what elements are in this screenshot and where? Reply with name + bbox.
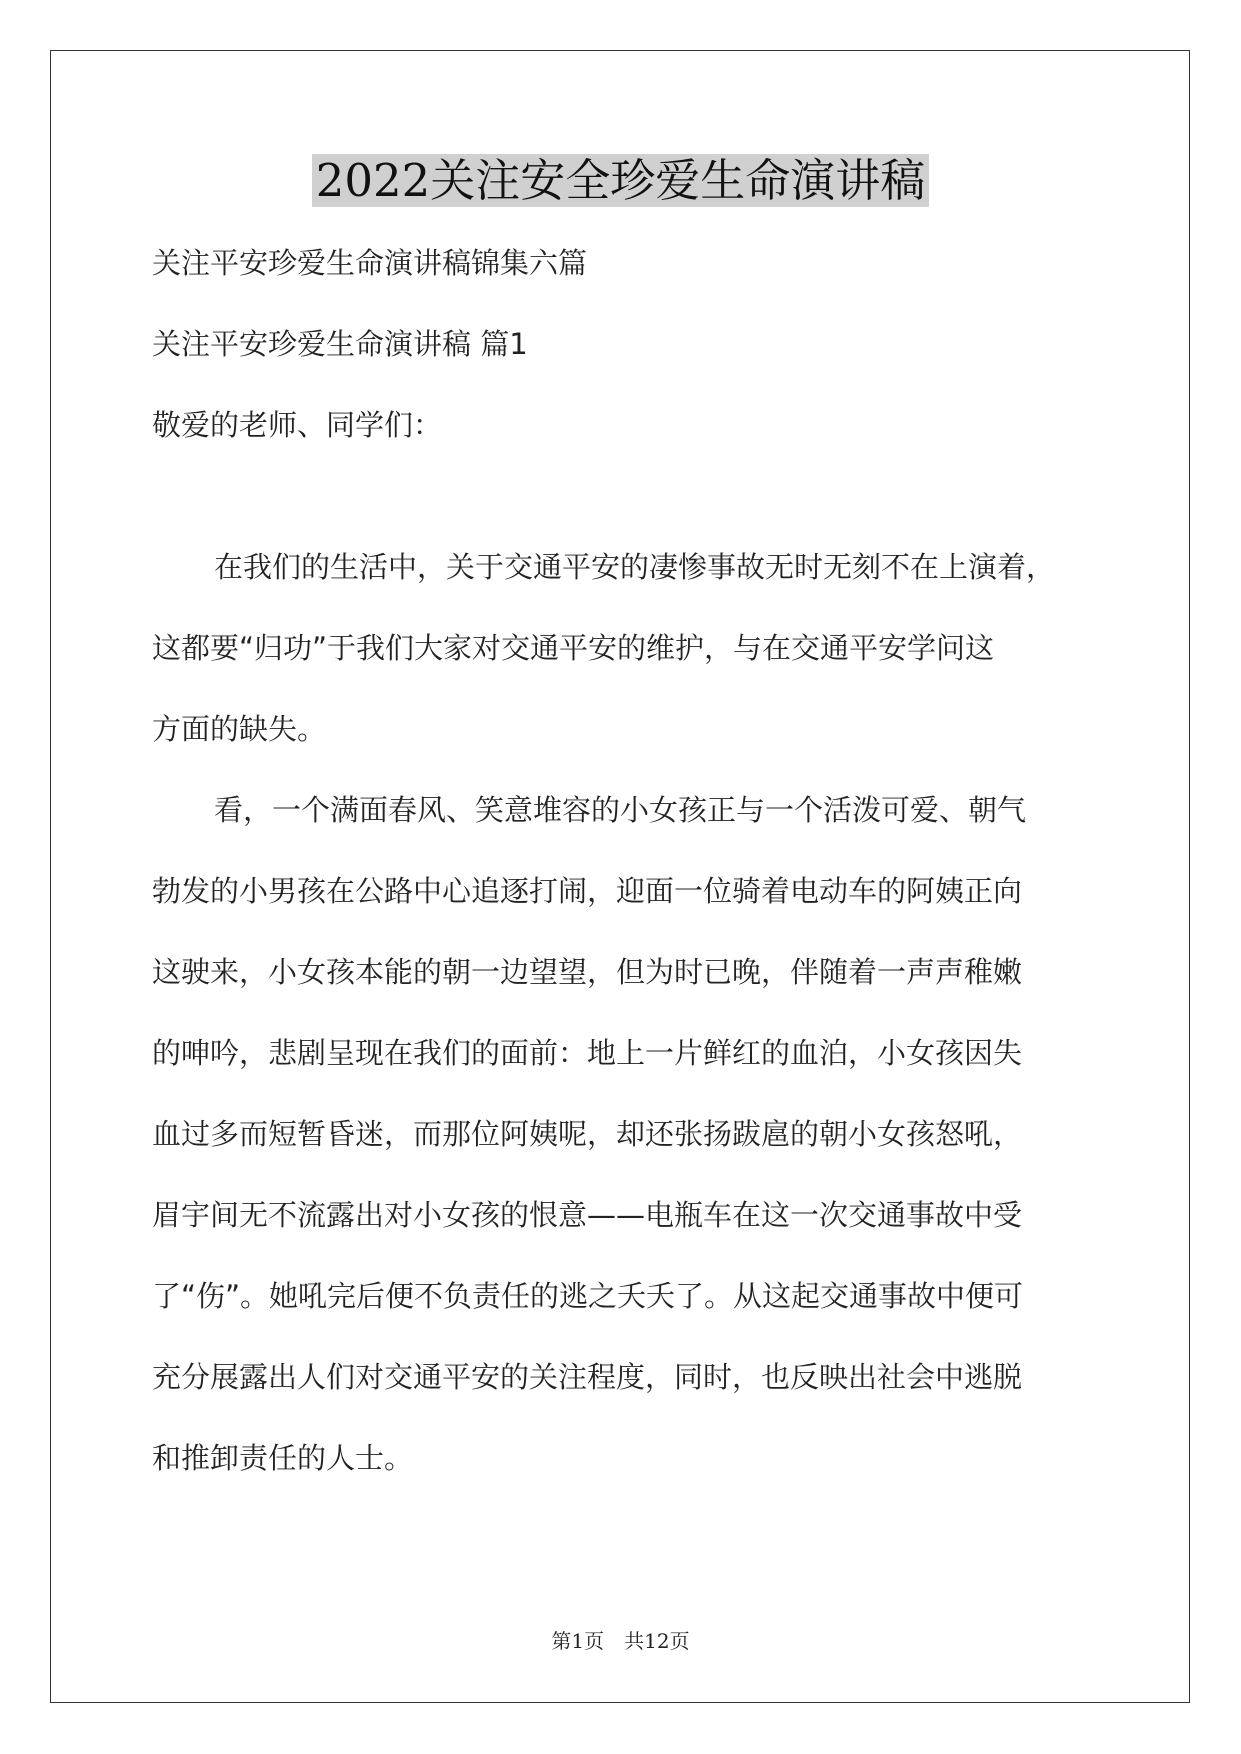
paragraph-line: 充分展露出人们对交通平安的关注程度，同时，也反映出社会中逃脱 (152, 1360, 1023, 1394)
page-number: 第1页 共12页 (551, 1629, 690, 1653)
section-heading: 关注平安珍爱生命演讲稿 篇1 (152, 327, 528, 361)
document-title (0, 150, 1241, 212)
salutation: 敬爱的老师、同学们： (152, 408, 443, 442)
paragraph-line: 在我们的生活中，关于交通平安的凄惨事故无时无刻不在上演着， (214, 550, 1056, 584)
paragraph-line: 这都要“归功”于我们大家对交通平安的维护，与在交通平安学问这 (152, 631, 995, 665)
paragraph-line: 血过多而短暂昏迷，而那位阿姨呢，却还张扬跋扈的朝小女孩怒吼， (152, 1117, 1023, 1151)
paragraph-line: 勃发的小男孩在公路中心追逐打闹，迎面一位骑着电动车的阿姨正向 (152, 874, 1023, 908)
document-title-text: 2022关注安全珍爱生命演讲稿 (312, 154, 930, 207)
document-subtitle: 关注平安珍爱生命演讲稿锦集六篇 (152, 246, 588, 280)
paragraph-line: 和推卸责任的人士。 (152, 1441, 414, 1475)
paragraph-line: 方面的缺失。 (152, 712, 327, 746)
paragraph-line: 的呻吟，悲剧呈现在我们的面前：地上一片鲜红的血泊，小女孩因失 (152, 1036, 1023, 1070)
paragraph-line: 看，一个满面春风、笑意堆容的小女孩正与一个活泼可爱、朝气 (214, 793, 1027, 827)
paragraph-line: 这驶来，小女孩本能的朝一边望望，但为时已晚，伴随着一声声稚嫩 (152, 955, 1023, 989)
paragraph-line: 了“伤”。她吼完后便不负责任的逃之夭夭了。从这起交通事故中便可 (152, 1279, 1024, 1313)
paragraph-line: 眉宇间无不流露出对小女孩的恨意——电瓶车在这一次交通事故中受 (152, 1198, 1023, 1232)
